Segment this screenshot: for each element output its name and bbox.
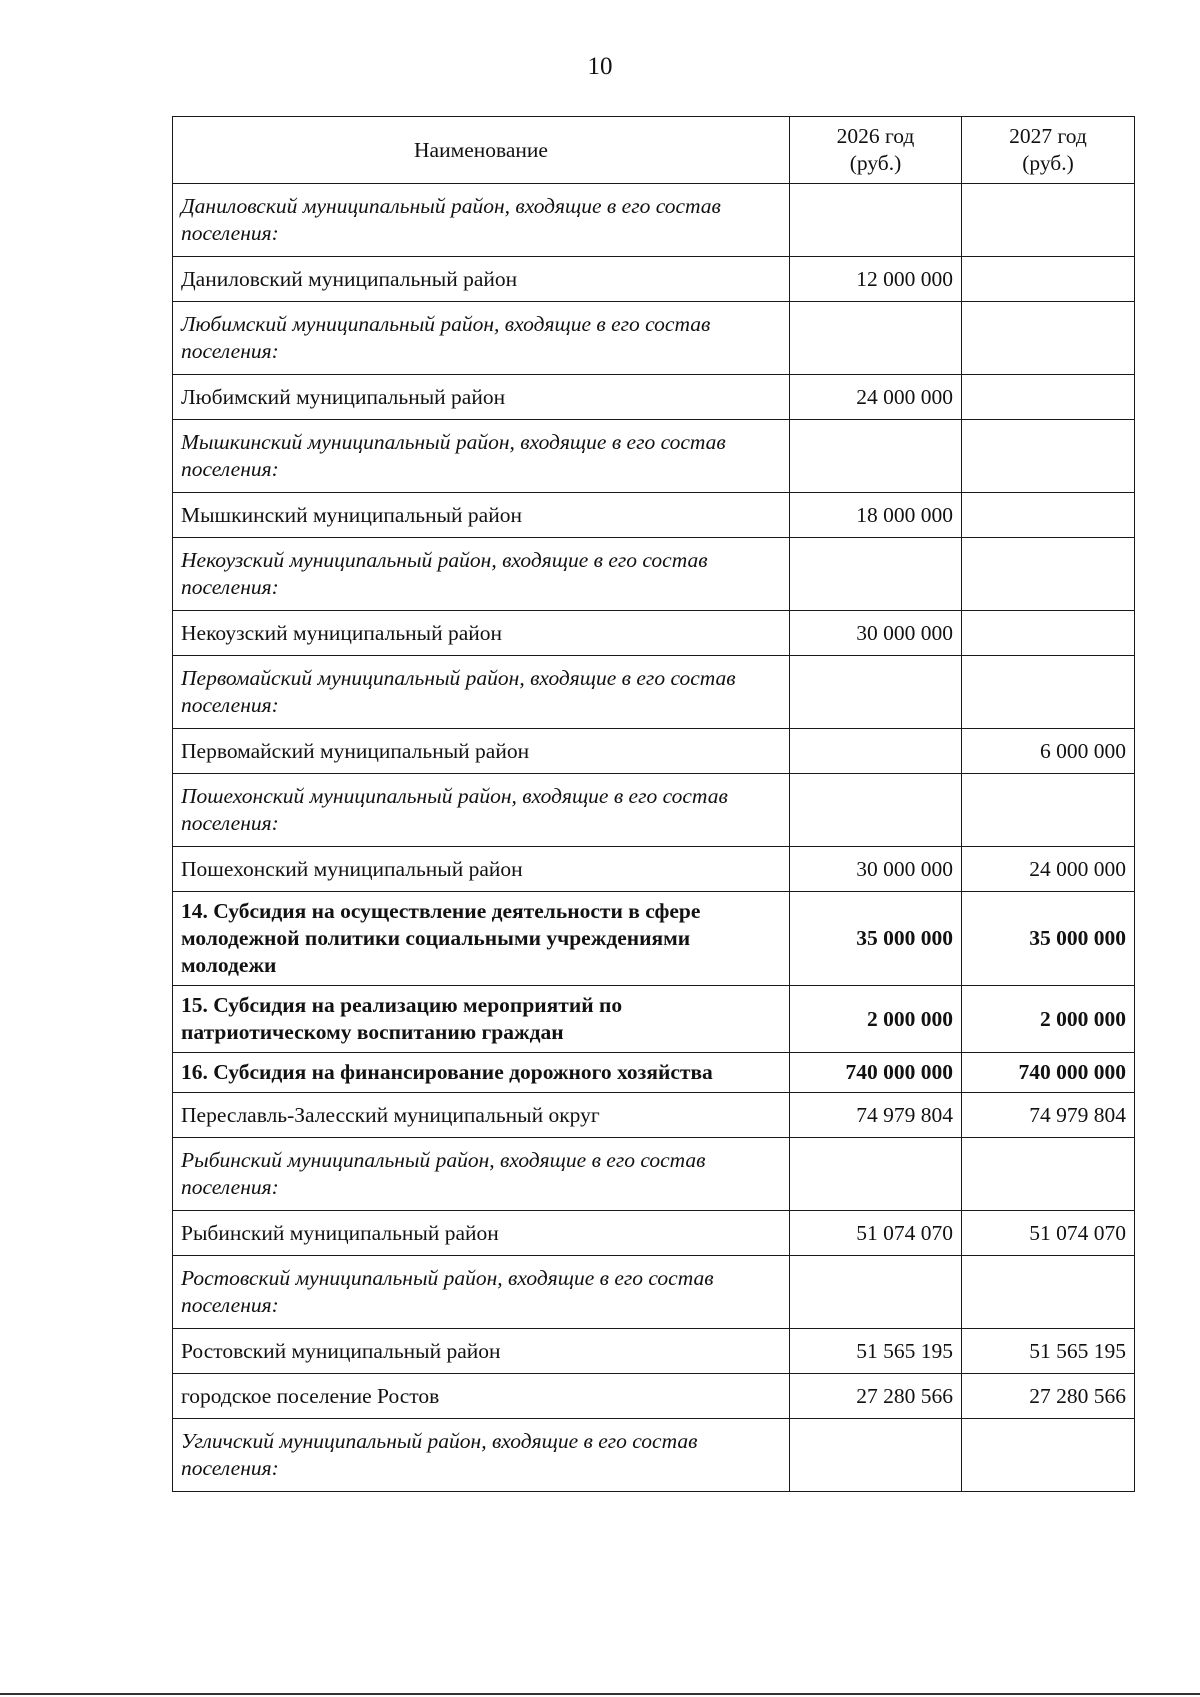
table-row [173, 257, 1135, 302]
cell-2026: 18 000 000 [790, 493, 962, 538]
cell-2027: 51 565 195 [962, 1329, 1135, 1374]
group-header-row [173, 538, 1135, 611]
cell-2026: 740 000 000 [790, 1053, 962, 1093]
header-year-2026 [790, 117, 962, 184]
cell-2027: 24 000 000 [962, 847, 1135, 892]
table-row [173, 1211, 1135, 1256]
cell-name: 16. Субсидия на финансирование дорожного хозяйства [173, 1053, 790, 1093]
header-year-2026-unit: (руб.) [849, 151, 902, 175]
group-header-row [173, 1138, 1135, 1211]
header-year-2026-label: 2026 год [836, 124, 915, 148]
subsidy-row [173, 892, 1135, 986]
cell-2027: 27 280 566 [962, 1374, 1135, 1419]
header-year-2027-label: 2027 год [1009, 124, 1087, 148]
cell-2026: 35 000 000 [790, 892, 962, 986]
cell-2027 [962, 1138, 1135, 1211]
cell-name: Ростовский муниципальный район, входящие в его состав поселения: [173, 1256, 790, 1329]
cell-2027: 51 074 070 [962, 1211, 1135, 1256]
header-year-2027 [962, 117, 1135, 184]
cell-name: Мышкинский муниципальный район, входящие в его состав поселения: [173, 420, 790, 493]
table-row [173, 375, 1135, 420]
cell-2026: 30 000 000 [790, 611, 962, 656]
table-row [173, 1374, 1135, 1419]
cell-2027 [962, 538, 1135, 611]
subsidy-table [172, 116, 1135, 1492]
cell-2026: 51 565 195 [790, 1329, 962, 1374]
cell-2027: 740 000 000 [962, 1053, 1135, 1093]
table-body [173, 184, 1135, 1492]
cell-2026 [790, 184, 962, 257]
table-header-row [173, 117, 1135, 184]
cell-2026 [790, 1256, 962, 1329]
group-header-row [173, 1256, 1135, 1329]
table-row [173, 847, 1135, 892]
cell-name: Даниловский муниципальный район [173, 257, 790, 302]
cell-2027 [962, 1256, 1135, 1329]
cell-name: Ростовский муниципальный район [173, 1329, 790, 1374]
cell-2027 [962, 656, 1135, 729]
cell-2026 [790, 538, 962, 611]
header-name: Наименование [173, 117, 790, 184]
cell-name: Пошехонский муниципальный район, входящие в его состав поселения: [173, 774, 790, 847]
cell-2026 [790, 774, 962, 847]
cell-2026: 51 074 070 [790, 1211, 962, 1256]
cell-2026 [790, 656, 962, 729]
cell-2027 [962, 611, 1135, 656]
cell-2026 [790, 1419, 962, 1492]
cell-name: 14. Субсидия на осуществление деятельности в сфере молодежной политики социальными учреждениями молодежи [173, 892, 790, 986]
cell-2027 [962, 375, 1135, 420]
header-year-2027-unit: (руб.) [1022, 151, 1074, 175]
cell-2027: 74 979 804 [962, 1093, 1135, 1138]
table-row [173, 493, 1135, 538]
table-row [173, 729, 1135, 774]
subsidy-row [173, 986, 1135, 1053]
scan-bottom-edge [0, 1693, 1200, 1695]
table-row [173, 1329, 1135, 1374]
cell-2027: 35 000 000 [962, 892, 1135, 986]
group-header-row [173, 184, 1135, 257]
cell-name: Переславль-Залесский муниципальный округ [173, 1093, 790, 1138]
cell-name: Пошехонский муниципальный район [173, 847, 790, 892]
cell-2027 [962, 184, 1135, 257]
cell-2027 [962, 302, 1135, 375]
cell-2027 [962, 493, 1135, 538]
cell-2026: 30 000 000 [790, 847, 962, 892]
group-header-row [173, 302, 1135, 375]
group-header-row [173, 420, 1135, 493]
cell-2027 [962, 774, 1135, 847]
cell-2027 [962, 1419, 1135, 1492]
cell-name: Первомайский муниципальный район [173, 729, 790, 774]
table-row [173, 1093, 1135, 1138]
cell-name: городское поселение Ростов [173, 1374, 790, 1419]
cell-name: Даниловский муниципальный район, входящие в его состав поселения: [173, 184, 790, 257]
cell-name: Угличский муниципальный район, входящие в его состав поселения: [173, 1419, 790, 1492]
cell-name: Рыбинский муниципальный район [173, 1211, 790, 1256]
cell-2026 [790, 420, 962, 493]
cell-name: Некоузский муниципальный район [173, 611, 790, 656]
cell-2027: 6 000 000 [962, 729, 1135, 774]
cell-name: Мышкинский муниципальный район [173, 493, 790, 538]
page-number: 10 [587, 53, 613, 80]
cell-name: Некоузский муниципальный район, входящие в его состав поселения: [173, 538, 790, 611]
cell-2026: 27 280 566 [790, 1374, 962, 1419]
cell-2026: 12 000 000 [790, 257, 962, 302]
cell-2026 [790, 1138, 962, 1211]
group-header-row [173, 1419, 1135, 1492]
cell-name: 15. Субсидия на реализацию мероприятий по патриотическому воспитанию граждан [173, 986, 790, 1053]
cell-2027 [962, 420, 1135, 493]
cell-2026: 24 000 000 [790, 375, 962, 420]
cell-2026 [790, 302, 962, 375]
table-row [173, 611, 1135, 656]
cell-2027: 2 000 000 [962, 986, 1135, 1053]
cell-2026: 74 979 804 [790, 1093, 962, 1138]
cell-name: Любимский муниципальный район, входящие в его состав поселения: [173, 302, 790, 375]
cell-name: Первомайский муниципальный район, входящие в его состав поселения: [173, 656, 790, 729]
cell-2027 [962, 257, 1135, 302]
group-header-row [173, 774, 1135, 847]
cell-2026 [790, 729, 962, 774]
cell-2026: 2 000 000 [790, 986, 962, 1053]
subsidy-row [173, 1053, 1135, 1093]
cell-name: Рыбинский муниципальный район, входящие в его состав поселения: [173, 1138, 790, 1211]
cell-name: Любимский муниципальный район [173, 375, 790, 420]
group-header-row [173, 656, 1135, 729]
